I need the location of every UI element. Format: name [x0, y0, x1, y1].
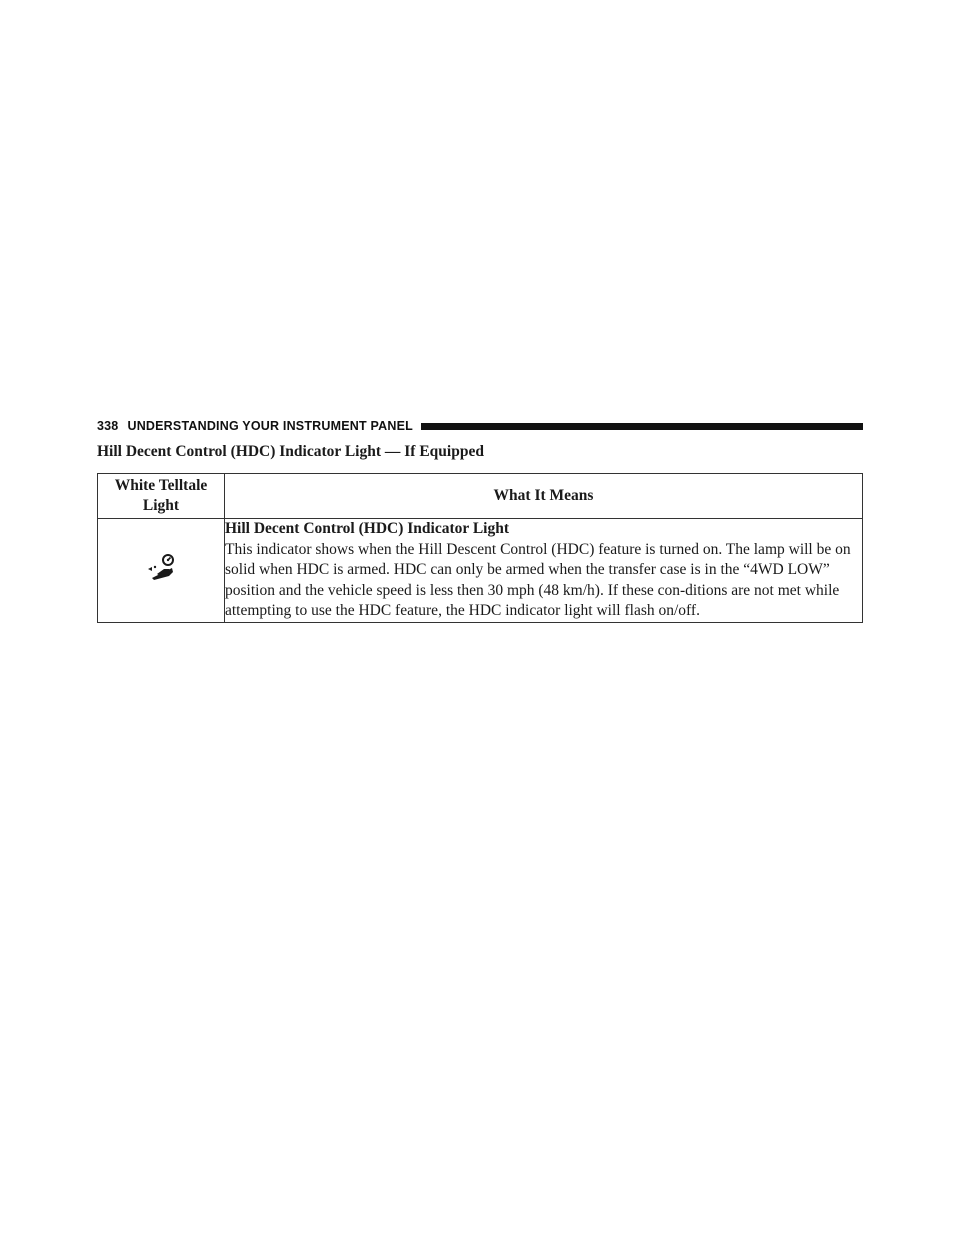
hill-descent-control-icon — [142, 551, 180, 583]
description-text: This indicator shows when the Hill Descent Control (HDC) feature is turned on. The lamp will be on solid when HDC is armed. HDC can only be armed when the transfer case is in the “4WD LOW” position and the vehicle speed is less then 30 mph (48 km/h). If these con-ditions are not met while attempting to use the HDC feature, the HDC indicator light will flash on/off. — [225, 540, 851, 619]
column-header-telltale-label: White Telltale Light — [114, 476, 208, 514]
page-number: 338 — [97, 419, 119, 433]
table-header-row — [98, 474, 863, 519]
column-header-meaning: What It Means — [225, 474, 863, 519]
section-heading: Hill Decent Control (HDC) Indicator Light — If Equipped — [97, 443, 484, 460]
telltale-description-cell — [225, 519, 863, 623]
description-title: Hill Decent Control (HDC) Indicator Light — [225, 520, 510, 537]
table-row — [98, 519, 863, 623]
header-rule — [421, 423, 863, 430]
telltale-icon-cell — [98, 519, 225, 623]
telltale-table — [97, 473, 863, 623]
section-title: UNDERSTANDING YOUR INSTRUMENT PANEL — [127, 419, 413, 433]
column-header-telltale — [98, 474, 225, 519]
page-header — [97, 419, 863, 433]
